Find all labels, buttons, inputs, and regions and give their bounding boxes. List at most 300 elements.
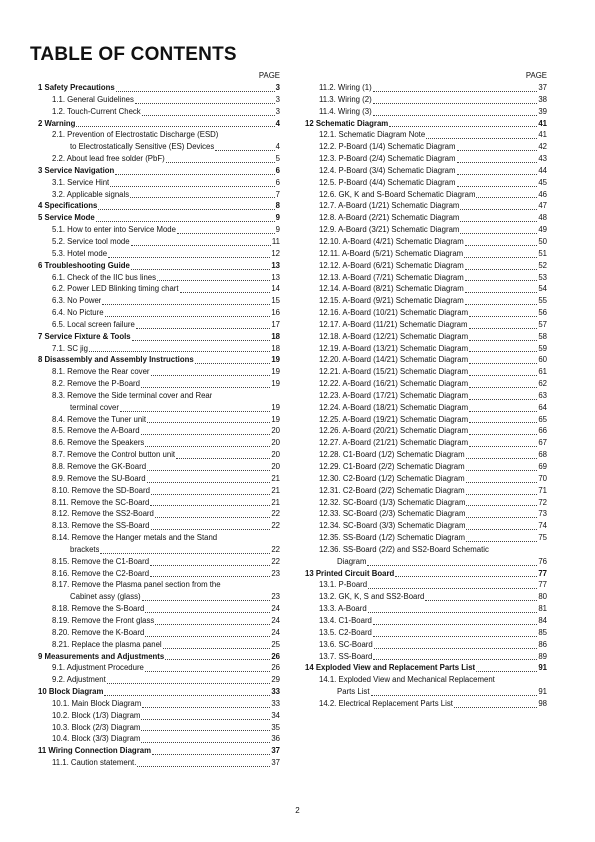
toc-entry-title: Parts List xyxy=(337,687,370,697)
toc-entry-title: 8.21. Replace the plasma panel xyxy=(52,639,162,649)
toc-entry-link[interactable] xyxy=(38,568,280,580)
toc-entry-page: 29 xyxy=(271,675,280,685)
dot-leader xyxy=(389,118,537,127)
toc-entry-link[interactable] xyxy=(38,508,280,520)
toc-entry-title: 12.9. A-Board (3/21) Schematic Diagram xyxy=(319,225,460,235)
dot-leader xyxy=(102,296,270,305)
toc-entry-page: 60 xyxy=(538,355,547,365)
toc-entry-title: 12.1. Schematic Diagram Note xyxy=(319,130,426,140)
toc-entry-title: 10 Block Diagram xyxy=(38,687,104,697)
dot-leader xyxy=(469,343,537,352)
toc-entry-link[interactable] xyxy=(305,224,547,236)
toc-entry-link[interactable] xyxy=(38,579,280,591)
toc-entry-title: 6.4. No Picture xyxy=(52,308,104,318)
toc-entry-link[interactable] xyxy=(305,651,547,663)
toc-left-column xyxy=(38,70,280,769)
dot-leader xyxy=(457,178,538,187)
toc-entry-title: 8.2. Remove the P-Board xyxy=(52,379,140,389)
toc-entry-title: 10.2. Block (1/3) Diagram xyxy=(52,710,141,720)
dot-leader xyxy=(135,95,275,104)
toc-entry-link[interactable] xyxy=(305,615,547,627)
toc-entry-title: 8.7. Remove the Control button unit xyxy=(52,450,176,460)
toc-entry-page: 54 xyxy=(538,284,547,294)
toc-entry-page: 37 xyxy=(271,758,280,768)
toc-entry-page: 43 xyxy=(538,154,547,164)
toc-entry-link[interactable] xyxy=(38,497,280,509)
toc-entry-title: 11.1. Caution statement. xyxy=(52,758,137,768)
dot-leader xyxy=(131,261,270,270)
dot-leader xyxy=(151,367,271,376)
toc-entry-page: 76 xyxy=(538,556,547,566)
toc-entry-page: 6 xyxy=(275,177,280,187)
toc-entry-link[interactable] xyxy=(38,106,280,118)
toc-entry-page: 3 xyxy=(275,106,280,116)
dot-leader xyxy=(115,166,274,175)
toc-entry-link[interactable] xyxy=(305,295,547,307)
dot-leader xyxy=(142,592,271,601)
toc-section-link[interactable] xyxy=(38,686,280,698)
dot-leader xyxy=(145,604,270,613)
toc-entry-page: 7 xyxy=(275,189,280,199)
toc-entry-title: 10.3. Block (2/3) Diagram xyxy=(52,722,141,732)
toc-entry-link[interactable] xyxy=(38,733,280,745)
toc-entry-link[interactable] xyxy=(38,710,280,722)
dot-leader xyxy=(469,332,537,341)
toc-entry-page: 50 xyxy=(538,236,547,246)
dot-leader xyxy=(457,166,538,175)
dot-leader xyxy=(130,189,275,198)
dot-leader xyxy=(166,154,275,163)
dot-leader xyxy=(476,189,537,198)
dot-leader xyxy=(465,272,538,281)
toc-entry-title: 12.28. C1-Board (1/2) Schematic Diagram xyxy=(319,450,465,460)
toc-entry-title: 12.32. SC-Board (1/3) Schematic Diagram xyxy=(319,497,466,507)
toc-entry-link[interactable] xyxy=(38,473,280,485)
toc-entry-link[interactable] xyxy=(38,485,280,497)
toc-entry-link[interactable] xyxy=(38,662,280,674)
toc-entry-page: 9 xyxy=(275,213,280,223)
toc-entry-title: 1.2. Touch-Current Check xyxy=(52,106,141,116)
toc-section-link[interactable] xyxy=(38,212,280,224)
toc-entry-page: 22 xyxy=(271,521,280,531)
toc-entry-link[interactable] xyxy=(305,473,547,485)
dot-leader xyxy=(469,308,537,317)
toc-entry-title: 14 Exploded View and Replacement Parts List xyxy=(305,663,476,673)
toc-entry-link[interactable] xyxy=(38,319,280,331)
toc-entry-page: 42 xyxy=(538,142,547,152)
toc-entry-page: 69 xyxy=(538,462,547,471)
toc-entry-page: 23 xyxy=(271,568,280,578)
toc-entry-link[interactable] xyxy=(305,106,547,118)
toc-entry-title: Diagram xyxy=(337,556,367,566)
toc-entry-title: 8.17. Remove the Plasma panel section from the xyxy=(52,580,221,590)
toc-entry-title: 12.4. P-Board (3/4) Schematic Diagram xyxy=(319,165,456,175)
toc-entry-title: brackets xyxy=(70,544,100,554)
toc-entry-title: 8.1. Remove the Rear cover xyxy=(52,367,150,377)
toc-entry-title: 8.8. Remove the GK-Board xyxy=(52,462,147,471)
dot-leader xyxy=(104,687,270,696)
toc-entry-title: 14.1. Exploded View and Mechanical Replacement xyxy=(319,675,495,685)
toc-entry-page: 67 xyxy=(538,438,547,448)
toc-entry-page: 41 xyxy=(538,118,547,128)
dot-leader xyxy=(141,734,270,743)
toc-entry-title: 12.31. C2-Board (2/2) Schematic Diagram xyxy=(319,485,465,495)
toc-entry-link[interactable] xyxy=(38,295,280,307)
toc-entry-page: 70 xyxy=(538,473,547,483)
page-number: 2 xyxy=(295,806,300,815)
dot-leader xyxy=(157,272,270,281)
toc-entry-title: 12.8. A-Board (2/21) Schematic Diagram xyxy=(319,213,460,223)
toc-entry-link[interactable] xyxy=(305,82,547,94)
toc-entry-link[interactable] xyxy=(305,591,547,603)
toc-entry-link[interactable] xyxy=(38,698,280,710)
toc-section-link[interactable] xyxy=(38,260,280,272)
toc-section-link[interactable] xyxy=(38,651,280,663)
toc-entry-link[interactable] xyxy=(38,378,280,390)
toc-entry-page: 13 xyxy=(271,272,280,282)
toc-section-link[interactable] xyxy=(38,165,280,177)
toc-entry-page: 14 xyxy=(271,284,280,294)
dot-leader xyxy=(195,355,271,364)
toc-entry-link[interactable] xyxy=(305,556,547,568)
toc-entry-page: 5 xyxy=(275,154,280,164)
toc-entry-link[interactable] xyxy=(38,591,280,603)
toc-entry-page: 73 xyxy=(538,509,547,519)
toc-section-link[interactable] xyxy=(38,200,280,212)
dot-leader xyxy=(454,699,537,708)
toc-entry-link[interactable] xyxy=(305,200,547,212)
toc-entry-link[interactable] xyxy=(305,402,547,414)
toc-entry-title: 8.13. Remove the SS-Board xyxy=(52,521,150,531)
toc-entry-title: 12.3. P-Board (2/4) Schematic Diagram xyxy=(319,154,456,164)
toc-entry-link[interactable] xyxy=(38,129,280,141)
toc-entry-link[interactable] xyxy=(38,461,280,473)
toc-entry-title: 12.15. A-Board (9/21) Schematic Diagram xyxy=(319,296,464,306)
toc-entry-title: terminal cover xyxy=(70,402,119,412)
toc-entry-link[interactable] xyxy=(38,248,280,260)
toc-entry-title: 8.11. Remove the SC-Board xyxy=(52,497,150,507)
toc-entry-link[interactable] xyxy=(305,686,547,698)
toc-entry-title: 5 Service Mode xyxy=(38,213,95,223)
toc-entry-link[interactable] xyxy=(305,532,547,544)
toc-entry-link[interactable] xyxy=(38,532,280,544)
toc-entry-page: 9 xyxy=(275,225,280,235)
toc-entry-page: 56 xyxy=(538,308,547,318)
toc-entry-page: 66 xyxy=(538,426,547,436)
dot-leader xyxy=(96,213,275,222)
dot-leader xyxy=(120,403,270,412)
toc-entry-link[interactable] xyxy=(305,579,547,591)
dot-leader xyxy=(137,758,270,767)
toc-entry-link[interactable] xyxy=(38,189,280,201)
toc-entry-page: 19 xyxy=(271,414,280,424)
toc-entry-link[interactable] xyxy=(305,485,547,497)
toc-entry-page: 33 xyxy=(271,698,280,708)
dot-leader xyxy=(132,332,271,341)
dot-leader xyxy=(163,640,271,649)
toc-entry-link[interactable] xyxy=(38,639,280,651)
toc-entry-link[interactable] xyxy=(38,343,280,355)
toc-entry-page: 77 xyxy=(538,580,547,590)
toc-entry-link[interactable] xyxy=(305,283,547,295)
toc-entry-title: 12.21. A-Board (15/21) Schematic Diagram xyxy=(319,367,469,377)
toc-entry-page: 25 xyxy=(271,639,280,649)
toc-entry-page: 18 xyxy=(271,331,280,341)
toc-entry-link[interactable] xyxy=(38,603,280,615)
dot-leader xyxy=(425,592,537,601)
dot-leader xyxy=(373,83,538,92)
toc-entry-title: 11.3. Wiring (2) xyxy=(319,94,372,104)
dot-leader xyxy=(457,154,538,163)
toc-entry-link[interactable] xyxy=(305,674,547,686)
toc-entry-link[interactable] xyxy=(38,615,280,627)
toc-entry-page: 77 xyxy=(538,568,547,578)
toc-entry-title: 8.18. Remove the S-Board xyxy=(52,604,145,614)
dot-leader xyxy=(177,225,275,234)
toc-section-link[interactable] xyxy=(38,354,280,366)
toc-entry-link[interactable] xyxy=(305,508,547,520)
toc-entry-page: 13 xyxy=(271,260,280,270)
dot-leader xyxy=(98,201,274,210)
toc-entry-link[interactable] xyxy=(38,236,280,248)
toc-entry-link[interactable] xyxy=(305,319,547,331)
dot-leader xyxy=(466,521,537,530)
toc-entry-link[interactable] xyxy=(38,366,280,378)
toc-entry-page: 19 xyxy=(271,367,280,377)
toc-entry-link[interactable] xyxy=(38,153,280,165)
toc-entry-page: 4 xyxy=(275,142,280,152)
toc-entry-title: 12.25. A-Board (19/21) Schematic Diagram xyxy=(319,414,469,424)
toc-entry-link[interactable] xyxy=(38,402,280,414)
toc-entry-link[interactable] xyxy=(38,674,280,686)
toc-section-link[interactable] xyxy=(38,82,280,94)
toc-entry-title: 12.26. A-Board (20/21) Schematic Diagram xyxy=(319,426,469,436)
toc-entry-link[interactable] xyxy=(38,627,280,639)
toc-entry-title: 12.11. A-Board (5/21) Schematic Diagram xyxy=(319,248,464,258)
dot-leader xyxy=(373,628,537,637)
toc-entry-title: 8.20. Remove the K-Board xyxy=(52,627,145,637)
toc-entry-page: 44 xyxy=(538,165,547,175)
toc-entry-link[interactable] xyxy=(305,272,547,284)
toc-entry-link[interactable] xyxy=(305,497,547,509)
toc-entry-link[interactable] xyxy=(38,307,280,319)
toc-entry-link[interactable] xyxy=(38,425,280,437)
toc-entry-link[interactable] xyxy=(305,129,547,141)
toc-entry-link[interactable] xyxy=(305,366,547,378)
dot-leader xyxy=(466,486,538,495)
toc-entry-link[interactable] xyxy=(38,177,280,189)
toc-entry-link[interactable] xyxy=(305,414,547,426)
toc-entry-title: Cabinet assy (glass) xyxy=(70,592,141,602)
toc-entry-title: 7 Service Fixture & Tools xyxy=(38,331,131,341)
toc-entry-link[interactable] xyxy=(38,722,280,734)
dot-leader xyxy=(145,663,270,672)
dot-leader xyxy=(466,450,538,459)
toc-entry-link[interactable] xyxy=(305,354,547,366)
toc-entry-title: 5.3. Hotel mode xyxy=(52,248,108,258)
dot-leader xyxy=(469,438,537,447)
dot-leader xyxy=(457,142,538,151)
toc-right-column xyxy=(305,70,547,710)
toc-entry-link[interactable] xyxy=(38,272,280,284)
toc-entry-page: 3 xyxy=(275,83,280,92)
dot-leader xyxy=(466,497,537,506)
toc-section-link[interactable] xyxy=(38,331,280,343)
toc-entry-page: 37 xyxy=(271,746,280,756)
toc-section-link[interactable] xyxy=(38,745,280,757)
toc-entry-title: 12.6. GK, K and S-Board Schematic Diagram xyxy=(319,189,476,199)
dot-leader xyxy=(466,462,538,471)
toc-section-link[interactable] xyxy=(305,568,547,580)
toc-entry-title: 6 Troubleshooting Guide xyxy=(38,260,130,270)
toc-entry-link[interactable] xyxy=(38,224,280,236)
dot-leader xyxy=(469,403,537,412)
toc-entry-page: 12 xyxy=(271,248,280,258)
toc-entry-link[interactable] xyxy=(305,461,547,473)
toc-entry-page: 39 xyxy=(538,106,547,116)
toc-entry-page: 74 xyxy=(538,521,547,531)
toc-entry-link[interactable] xyxy=(38,544,280,556)
toc-entry-link[interactable] xyxy=(38,141,280,153)
toc-entry-title: 12.5. P-Board (4/4) Schematic Diagram xyxy=(319,177,456,187)
dot-leader xyxy=(141,711,270,720)
toc-entry-link[interactable] xyxy=(305,627,547,639)
dot-leader xyxy=(466,509,537,518)
dot-leader xyxy=(465,237,538,246)
toc-entry-page: 41 xyxy=(538,130,547,140)
toc-entry-link[interactable] xyxy=(305,544,547,556)
toc-entry-link[interactable] xyxy=(305,378,547,390)
toc-entry-page: 52 xyxy=(538,260,547,270)
toc-entry-title: 8 Disassembly and Assembly Instructions xyxy=(38,355,194,365)
toc-entry-title: 2 Warning xyxy=(38,118,76,128)
toc-entry-link[interactable] xyxy=(305,94,547,106)
dot-leader xyxy=(141,722,270,731)
toc-entry-title: 8.9. Remove the SU-Board xyxy=(52,473,146,483)
toc-entry-title: 12.35. SS-Board (1/2) Schematic Diagram xyxy=(319,533,466,543)
dot-leader xyxy=(367,557,537,566)
toc-entry-page: 57 xyxy=(538,319,547,329)
dot-leader xyxy=(368,580,537,589)
toc-entries-right xyxy=(305,82,547,710)
dot-leader xyxy=(466,533,537,542)
toc-entry-link[interactable] xyxy=(305,437,547,449)
toc-entry-link[interactable] xyxy=(305,698,547,710)
toc-section-link[interactable] xyxy=(38,118,280,130)
dot-leader xyxy=(142,107,275,116)
toc-entry-title: 8.15. Remove the C1-Board xyxy=(52,556,150,566)
toc-entry-link[interactable] xyxy=(305,520,547,532)
dot-leader xyxy=(176,450,270,459)
toc-entry-link[interactable] xyxy=(305,248,547,260)
dot-leader xyxy=(89,343,270,352)
toc-entry-link[interactable] xyxy=(38,556,280,568)
toc-entry-title: 7.1. SC jig xyxy=(52,343,88,353)
toc-entry-title: 10.4. Block (3/3) Diagram xyxy=(52,734,141,744)
dot-leader xyxy=(460,213,537,222)
toc-entry-link[interactable] xyxy=(305,603,547,615)
toc-entry-title: 3 Service Navigation xyxy=(38,165,115,175)
toc-entry-title: 8.6. Remove the Speakers xyxy=(52,438,145,448)
toc-entry-title: 3.2. Applicable signals xyxy=(52,189,130,199)
toc-entry-link[interactable] xyxy=(305,189,547,201)
toc-entry-page: 38 xyxy=(538,94,547,104)
toc-entry-link[interactable] xyxy=(305,141,547,153)
toc-entry-page: 33 xyxy=(271,687,280,697)
toc-entry-link[interactable] xyxy=(305,165,547,177)
toc-entry-link[interactable] xyxy=(305,449,547,461)
toc-entry-title: 12.13. A-Board (7/21) Schematic Diagram xyxy=(319,272,464,282)
toc-entry-title: 12 Schematic Diagram xyxy=(305,118,389,128)
toc-entry-link[interactable] xyxy=(38,94,280,106)
toc-entry-link[interactable] xyxy=(305,639,547,651)
toc-entry-page: 20 xyxy=(271,438,280,448)
toc-entry-title: 12.33. SC-Board (2/3) Schematic Diagram xyxy=(319,509,466,519)
toc-entry-page: 22 xyxy=(271,509,280,519)
toc-entry-page: 17 xyxy=(271,319,280,329)
toc-entry-title: 8.14. Remove the Hanger metals and the Stand xyxy=(52,533,218,543)
dot-leader xyxy=(165,651,270,660)
toc-entry-title: 13 Printed Circuit Board xyxy=(305,568,395,578)
toc-entry-link[interactable] xyxy=(305,153,547,165)
toc-entry-link[interactable] xyxy=(305,307,547,319)
dot-leader xyxy=(469,367,537,376)
toc-entry-link[interactable] xyxy=(38,390,280,402)
toc-entry-title: 2.1. Prevention of Electrostatic Discharge (ESD) xyxy=(52,130,219,140)
toc-entry-title: 12.27. A-Board (21/21) Schematic Diagram xyxy=(319,438,469,448)
dot-leader xyxy=(465,296,538,305)
toc-entry-link[interactable] xyxy=(38,414,280,426)
toc-entry-page: 55 xyxy=(538,296,547,306)
dot-leader xyxy=(373,107,538,116)
toc-entry-page: 24 xyxy=(271,615,280,625)
toc-entry-link[interactable] xyxy=(38,757,280,769)
dot-leader xyxy=(373,651,537,660)
toc-entry-page: 22 xyxy=(271,544,280,554)
toc-entry-link[interactable] xyxy=(305,177,547,189)
toc-entry-link[interactable] xyxy=(305,212,547,224)
toc-entry-page: 80 xyxy=(538,592,547,602)
dot-leader xyxy=(373,95,538,104)
toc-entry-page: 48 xyxy=(538,213,547,223)
toc-entry-title: 13.3. A-Board xyxy=(319,604,367,614)
toc-entry-page: 19 xyxy=(271,379,280,389)
toc-entry-link[interactable] xyxy=(305,343,547,355)
toc-entry-page: 46 xyxy=(538,189,547,199)
toc-entry-page: 45 xyxy=(538,177,547,187)
toc-entry-link[interactable] xyxy=(38,520,280,532)
toc-entry-title: 9 Measurements and Adjustments xyxy=(38,651,165,661)
dot-leader xyxy=(151,521,271,530)
toc-entry-page: 75 xyxy=(538,533,547,543)
toc-entry-link[interactable] xyxy=(305,425,547,437)
toc-entry-link[interactable] xyxy=(305,260,547,272)
toc-entry-title: 12.12. A-Board (6/21) Schematic Diagram xyxy=(319,260,464,270)
toc-entry-link[interactable] xyxy=(305,390,547,402)
toc-entry-page: 62 xyxy=(538,379,547,389)
toc-entry-page: 6 xyxy=(275,165,280,175)
toc-entry-link[interactable] xyxy=(38,449,280,461)
toc-entry-link[interactable] xyxy=(305,331,547,343)
toc-entry-link[interactable] xyxy=(38,283,280,295)
toc-section-link[interactable] xyxy=(305,662,547,674)
dot-leader xyxy=(465,284,538,293)
toc-entry-page: 64 xyxy=(538,402,547,412)
toc-entry-link[interactable] xyxy=(38,437,280,449)
toc-entry-link[interactable] xyxy=(305,236,547,248)
dot-leader xyxy=(465,261,538,270)
toc-section-link[interactable] xyxy=(305,118,547,130)
